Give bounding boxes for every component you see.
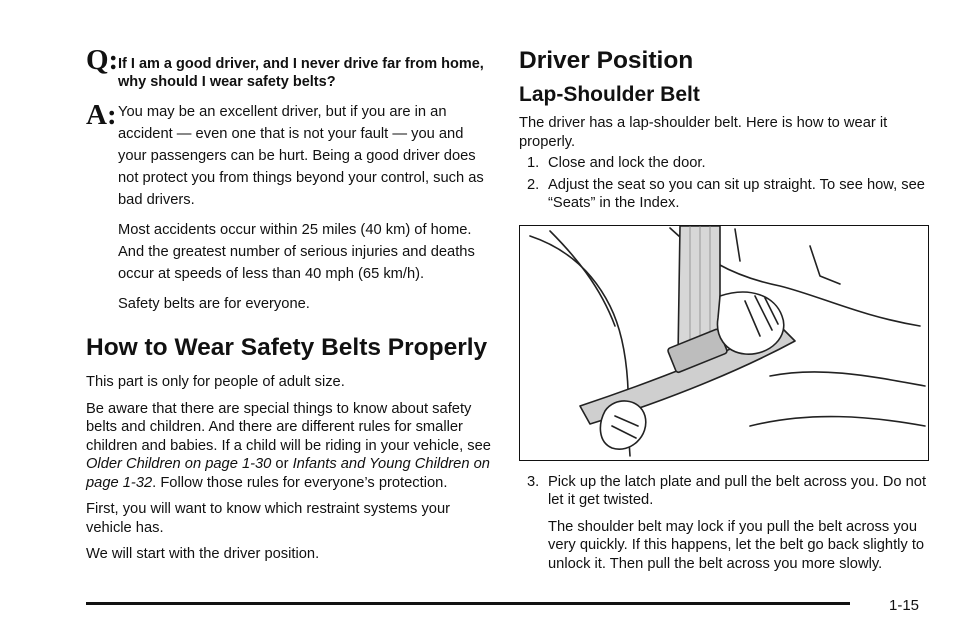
list-item [527,473,929,510]
lap-shoulder-belt-heading: Lap-Shoulder Belt [519,83,700,106]
q-label: Q: [86,44,119,76]
left-column [86,46,496,564]
page-number: 1-15 [889,597,920,614]
seat-edge [810,246,840,284]
paragraph-children [86,400,496,493]
step-text: Pick up the latch plate and pull the belt across you. Do not let it get twisted. [548,473,927,508]
step-number: 3. [527,473,540,490]
left-hand [600,400,645,448]
paragraph-children-end: . Follow those rules for everyone’s protection. [152,474,448,491]
paragraph-children-start: Be aware that there are special things to know about safety belts and children. And there are different rules for smaller children and babies. If a child will be riding in your vehicle, see [86,400,491,454]
step3-note: The shoulder belt may lock if you pull the belt across you very quickly. If this happens, let the belt go back slightly to unlock it. Then pull the belt across you more slowly. [548,518,925,572]
question-text: If I am a good driver, and I never drive far from home, why should I wear safety belts? [118,56,484,90]
step-number: 1. [527,155,540,171]
paragraph-adult-size: This part is only for people of adult size. [86,374,345,390]
answer-text: You may be an excellent driver, but if you are in an accident — even one that is not your fault — you and your passengers can be hurt. Being a good driver does not protect you from things beyond your control, such as bad drivers. [118,104,484,208]
paragraph-driver-position: We will start with the driver position. [86,546,320,562]
answer-paragraph-3: Safety belts are for everyone. [118,296,310,312]
answer-paragraph-2: Most accidents occur within 25 miles (40 km) of home. And the greatest number of serious injuries and deaths occur at speeds of less than 40 mph (65 km/h). [118,222,475,282]
link-infants-young-children[interactable]: Infants and Young Children on page 1-32 [86,456,490,491]
steps-list-bottom [527,473,929,510]
link-older-children[interactable]: Older Children on page 1-30 [86,456,272,472]
lap-outline [770,371,925,385]
paragraph-children-mid: or [271,456,293,472]
answer-block [86,101,496,211]
right-column [519,46,929,588]
thigh-outline [750,416,925,425]
driver-position-heading: Driver Position [519,47,694,74]
step-number: 2. [527,176,540,193]
right-hand [717,292,783,354]
step-text: Adjust the seat so you can sit up straight. To see how, see “Seats” in the Index. [548,176,925,211]
list-item [527,176,929,213]
a-label: A: [86,99,117,131]
belt-illustration-drawing [520,226,927,459]
footer-rule [86,602,850,605]
intro-paragraph: The driver has a lap-shoulder belt. Here is how to wear it properly. [519,115,888,150]
lap-shoulder-belt-illustration [519,225,929,461]
list-item [527,154,929,173]
step-text: Close and lock the door. [548,155,706,171]
sleeve-fold [550,231,615,326]
steps-list-top [527,154,929,213]
question-block [86,46,496,91]
section-heading: How to Wear Safety Belts Properly [86,334,488,361]
paragraph-restraint-systems: First, you will want to know which restraint systems your vehicle has. [86,501,451,536]
